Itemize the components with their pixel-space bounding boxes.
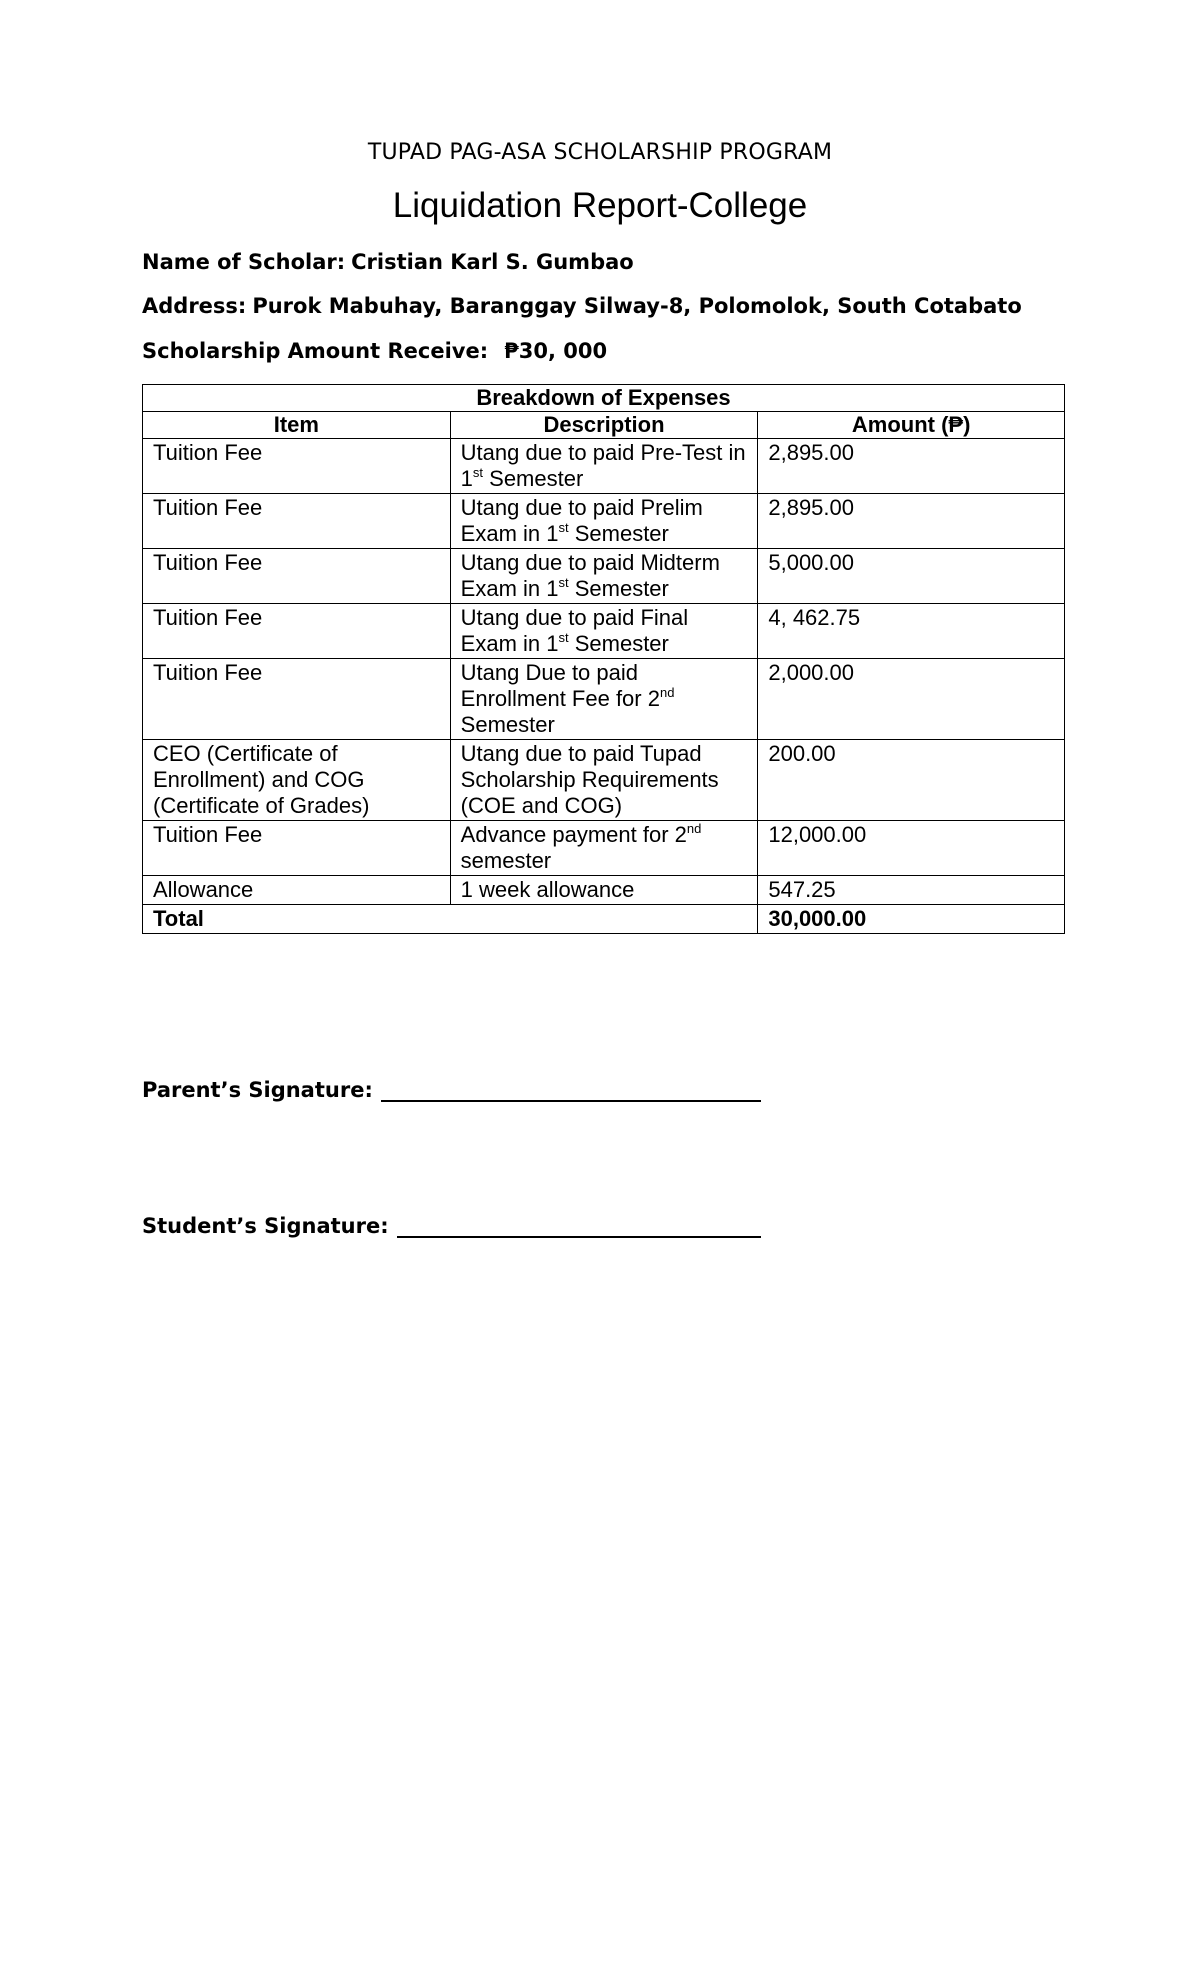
cell-description bbox=[450, 876, 758, 905]
description-text: Utang due to paid Pre-Test in 1 bbox=[460, 440, 746, 491]
cell-description bbox=[450, 549, 758, 604]
ordinal-suffix: st bbox=[558, 520, 569, 535]
scholarship-amount-label: Scholarship Amount Receive: bbox=[142, 339, 489, 363]
table-row bbox=[143, 821, 1065, 876]
description-text: Utang due to paid Tupad Scholarship Requirements (COE and COG) bbox=[460, 741, 719, 818]
scholar-name-label: Name of Scholar: bbox=[142, 250, 346, 274]
description-text-end: semester bbox=[460, 848, 552, 873]
header-description: Description bbox=[450, 412, 758, 439]
description-text-end: Semester bbox=[483, 466, 584, 491]
table-caption: Breakdown of Expenses bbox=[143, 385, 1065, 412]
cell-amount: 2,895.00 bbox=[758, 439, 1065, 494]
table-row bbox=[143, 549, 1065, 604]
cell-amount: 12,000.00 bbox=[758, 821, 1065, 876]
total-label: Total bbox=[143, 905, 758, 934]
header-amount: Amount (₱) bbox=[758, 412, 1065, 439]
address-label: Address: bbox=[142, 294, 247, 318]
expenses-table bbox=[142, 384, 1065, 934]
cell-amount: 547.25 bbox=[758, 876, 1065, 905]
cell-description bbox=[450, 494, 758, 549]
cell-item: Tuition Fee bbox=[143, 821, 451, 876]
address-value: Purok Mabuhay, Baranggay Silway-8, Polomolok, South Cotabato bbox=[252, 294, 1022, 318]
student-signature-field[interactable] bbox=[397, 1214, 761, 1238]
description-text-end: Semester bbox=[568, 631, 669, 656]
cell-item: CEO (Certificate of Enrollment) and COG (Certificate of Grades) bbox=[143, 740, 451, 821]
table-row bbox=[143, 604, 1065, 659]
cell-item: Tuition Fee bbox=[143, 549, 451, 604]
table-row bbox=[143, 740, 1065, 821]
parent-signature-field[interactable] bbox=[381, 1078, 761, 1102]
cell-item: Tuition Fee bbox=[143, 494, 451, 549]
table-row bbox=[143, 494, 1065, 549]
description-text-end: Semester bbox=[568, 521, 669, 546]
cell-description bbox=[450, 740, 758, 821]
description-text: Advance payment for 2 bbox=[460, 822, 687, 847]
table-row bbox=[143, 876, 1065, 905]
header-item: Item bbox=[143, 412, 451, 439]
scholar-name-line bbox=[142, 250, 634, 274]
total-value: 30,000.00 bbox=[758, 905, 1065, 934]
description-text: Utang due to paid Final Exam in 1 bbox=[460, 605, 689, 656]
cell-item: Tuition Fee bbox=[143, 604, 451, 659]
ordinal-suffix: nd bbox=[686, 821, 702, 836]
program-title: TUPAD PAG-ASA SCHOLARSHIP PROGRAM bbox=[367, 140, 833, 165]
scholarship-amount-line bbox=[142, 339, 607, 363]
ordinal-suffix: st bbox=[472, 465, 484, 480]
scholar-name-value: Cristian Karl S. Gumbao bbox=[351, 250, 634, 274]
cell-description bbox=[450, 439, 758, 494]
parent-signature-label: Parent’s Signature: bbox=[142, 1078, 373, 1102]
cell-amount: 5,000.00 bbox=[758, 549, 1065, 604]
cell-item: Tuition Fee bbox=[143, 439, 451, 494]
cell-amount: 2,895.00 bbox=[758, 494, 1065, 549]
cell-amount: 2,000.00 bbox=[758, 659, 1065, 740]
description-text-end: Semester bbox=[568, 576, 669, 601]
student-signature-line bbox=[142, 1214, 761, 1238]
address-line bbox=[142, 294, 1022, 318]
ordinal-suffix: nd bbox=[659, 685, 675, 700]
parent-signature-line bbox=[142, 1078, 761, 1102]
cell-item: Allowance bbox=[143, 876, 451, 905]
scholarship-amount-value: ₱30, 000 bbox=[504, 339, 608, 363]
table-row bbox=[143, 659, 1065, 740]
table-caption-row bbox=[143, 385, 1065, 412]
report-title: Liquidation Report-College bbox=[392, 186, 808, 225]
cell-description bbox=[450, 659, 758, 740]
table-header-row bbox=[143, 412, 1065, 439]
description-text-end: Semester bbox=[460, 712, 555, 737]
description-text: Utang Due to paid Enrollment Fee for 2 bbox=[460, 660, 660, 711]
cell-amount: 4, 462.75 bbox=[758, 604, 1065, 659]
table-row bbox=[143, 439, 1065, 494]
expense-rows bbox=[143, 439, 1065, 905]
student-signature-label: Student’s Signature: bbox=[142, 1214, 389, 1238]
cell-description bbox=[450, 821, 758, 876]
cell-item: Tuition Fee bbox=[143, 659, 451, 740]
description-text: 1 week allowance bbox=[460, 877, 635, 902]
cell-description bbox=[450, 604, 758, 659]
cell-amount: 200.00 bbox=[758, 740, 1065, 821]
ordinal-suffix: st bbox=[558, 575, 569, 590]
ordinal-suffix: st bbox=[558, 630, 569, 645]
description-text: Utang due to paid Prelim Exam in 1 bbox=[460, 495, 703, 546]
total-row bbox=[143, 905, 1065, 934]
description-text: Utang due to paid Midterm Exam in 1 bbox=[460, 550, 720, 601]
